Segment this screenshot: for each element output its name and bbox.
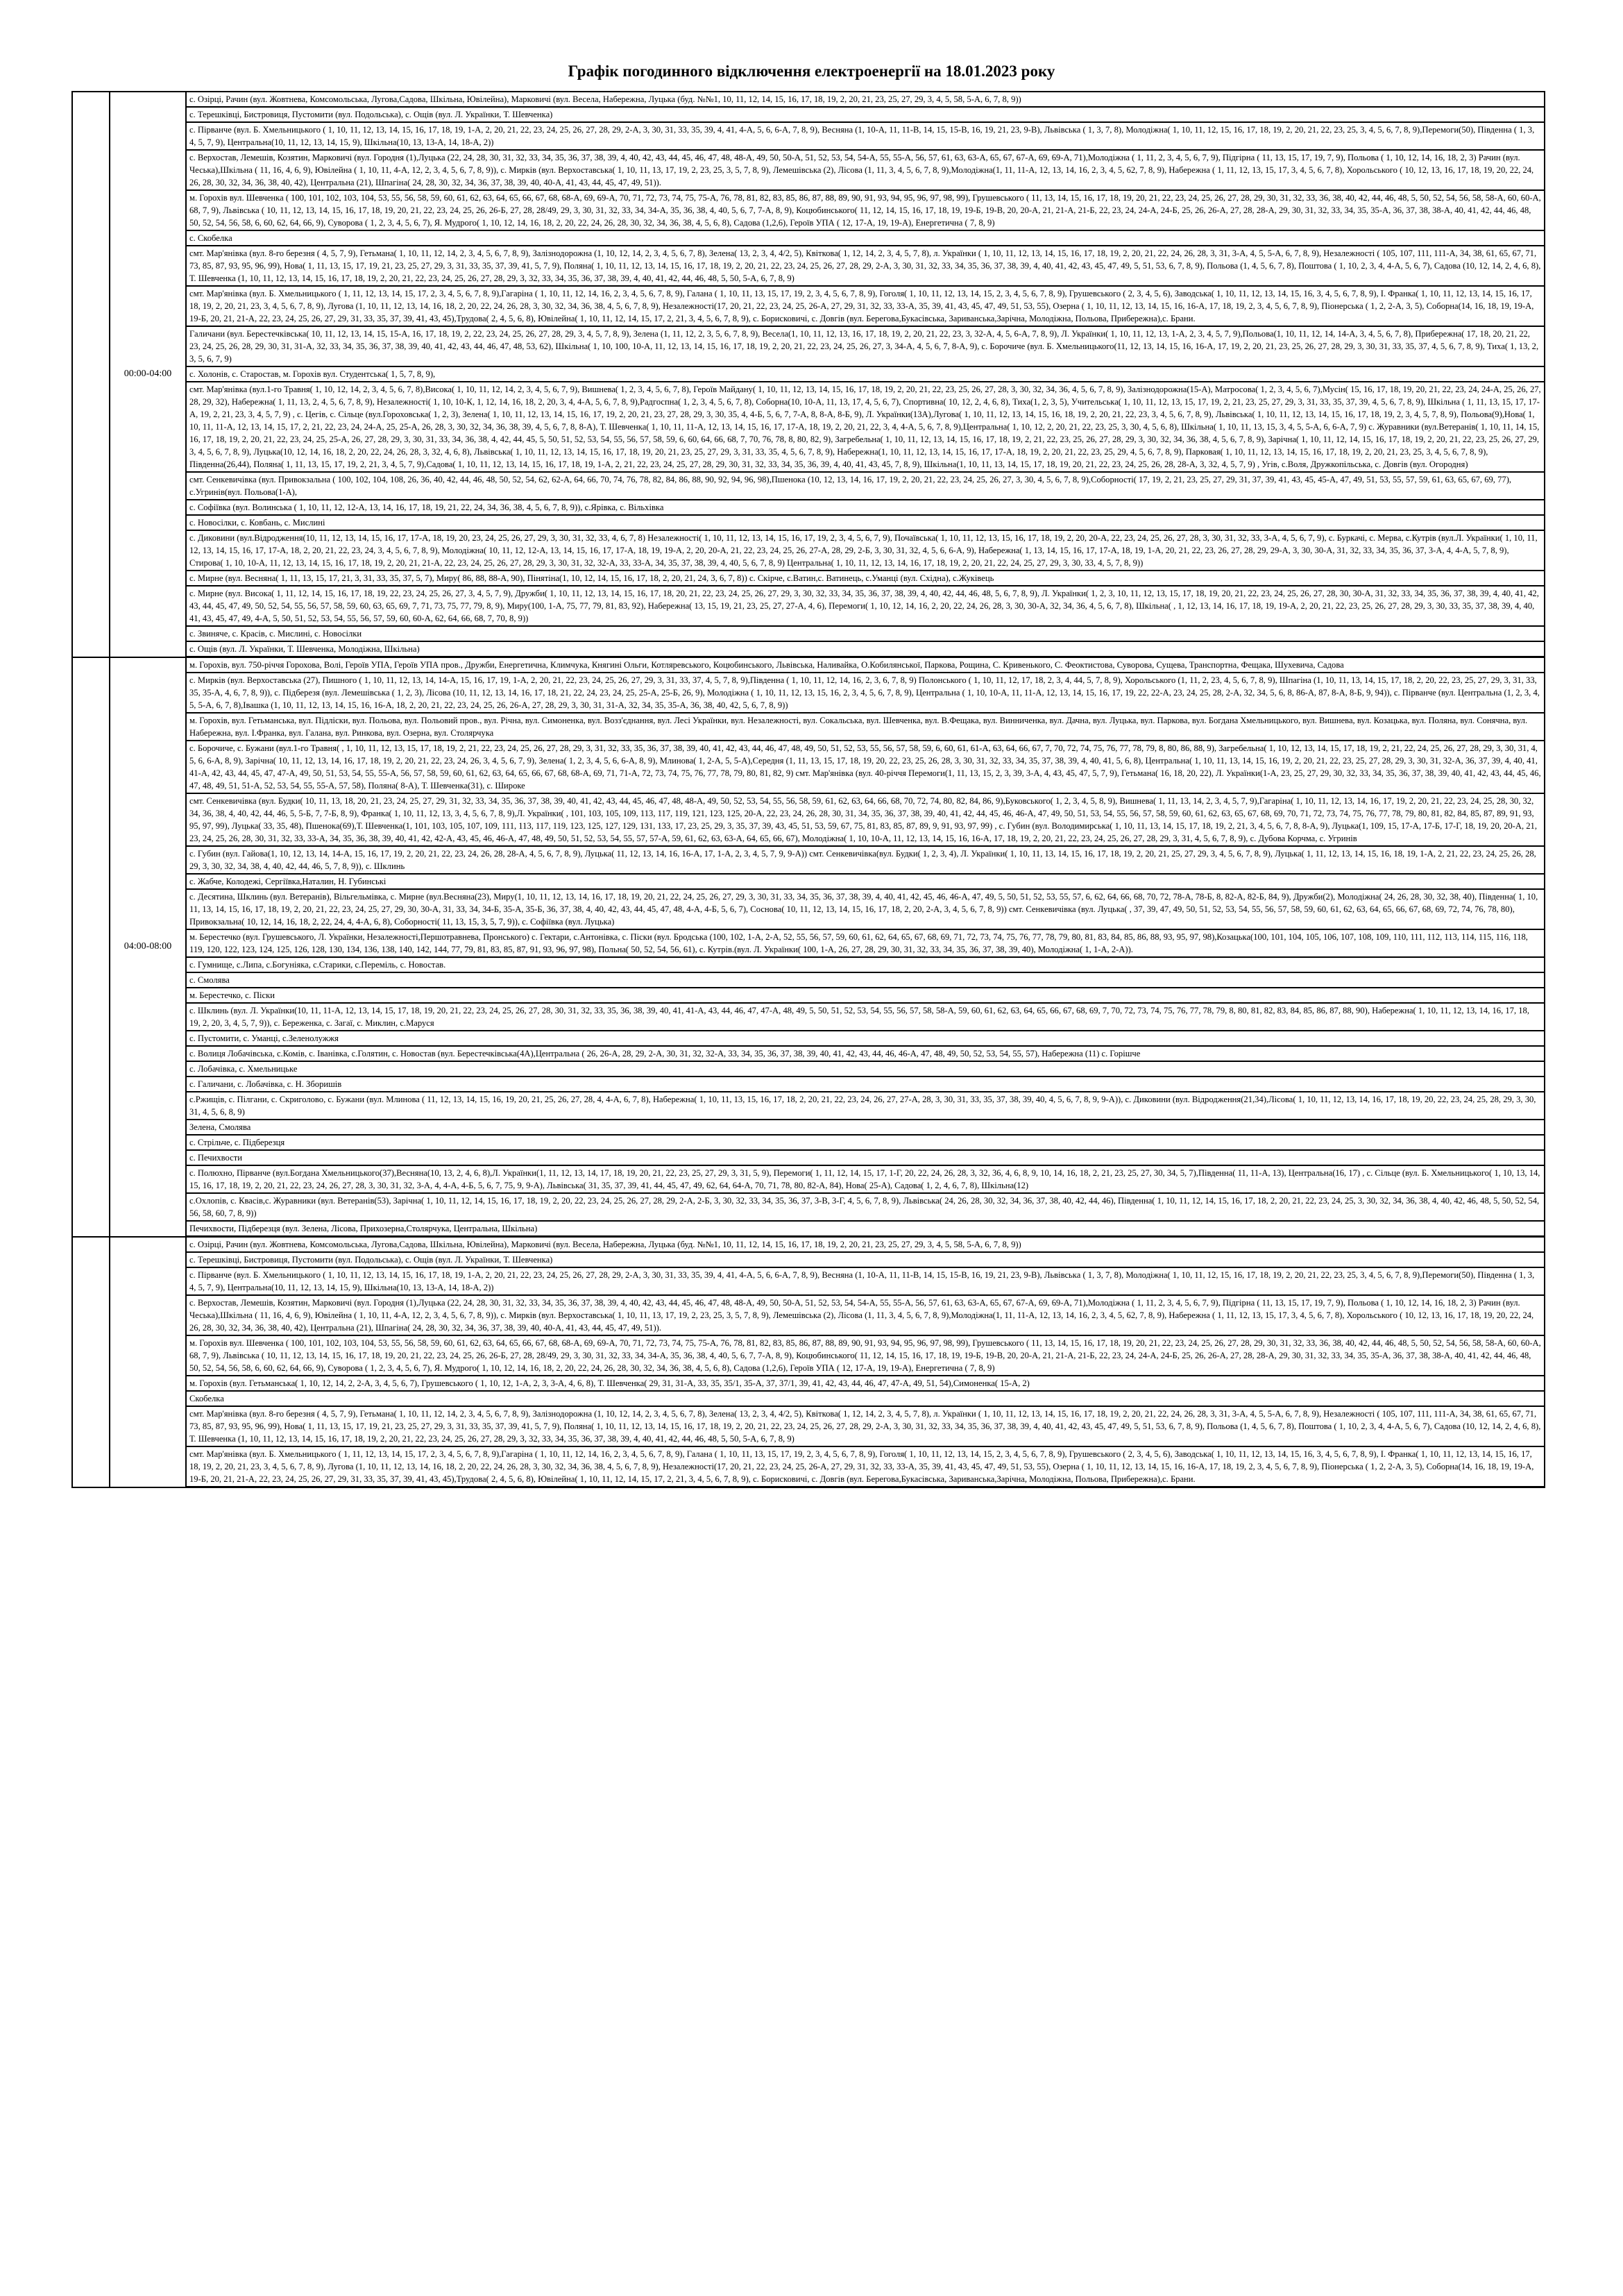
group-cell	[72, 657, 110, 1237]
schedule-row	[72, 1031, 1545, 1046]
schedule-row	[72, 846, 1545, 874]
address-list-cell: м. Горохів (вул. Гетьманська( 1, 10, 12, 14, 2, 2-А, 3, 4, 5, 6, 7), Грушевського ( 1, 10, 12, 1-А, 2, 3, 3-А, 4, 6, 8), Т. Шевченка( 29, 31, 31-А, 33, 35, 35/1, 35-А, 37, 37/1, 39, 41, 42, 43, 44, 46, 47, 47-А, 49, 51, 54),Симоненка( 15-А, 2)	[186, 1376, 1545, 1391]
address-list-cell: смт. Мар'янівка (вул. Б. Хмельницького ( 1, 11, 12, 13, 14, 15, 17, 2, 3, 4, 5, 6, 7, 8, 9),Гагаріна ( 1, 10, 11, 12, 14, 16, 2, 3, 4, 5, 6, 7, 8, 9), Галана ( 1, 10, 11, 13, 15, 17, 19, 2, 3, 4, 5, 6, 7, 8, 9), Гоголя( 1, 10, 11, 12, 13, 14, 15, 2, 3, 4, 5, 6, 7, 8, 9), Грушевського ( 2, 3, 4, 5, 6), Заводська( 1, 10, 11, 12, 13, 14, 15, 16, 3, 4, 5, 6, 7, 8, 9), І. Франка( 1, 10, 11, 12, 13, 14, 15, 16, 17, 18, 19, 2, 20, 21, 23, 3, 4, 5, 6, 7, 8, 9), Лугова (1, 10, 11, 12, 13, 14, 16, 18, 2, 20, 22, 24, 26, 28, 3, 30, 32, 34, 36, 38, 4, 5, 6, 7, 8, 9), Незалежності(17, 20, 21, 22, 23, 24, 25, 26-А, 27, 29, 31, 32, 33, 33-А, 35, 39, 41, 43, 45, 47, 49, 51, 53, 55), Озерна ( 1, 10, 11, 12, 13, 14, 15, 16, 16-А, 17, 18, 19, 2, 3, 4, 5, 6, 7, 8, 9), Піонерська ( 1, 2, 2-А, 3, 5), Соборна(14, 16, 18, 19, 19-А, 19-Б, 20, 21, 21-А, 22, 23, 24, 25, 26, 27, 29, 31, 33, 35, 37, 39, 41, 43, 45),Трудова( 2, 4, 5, 6, 8), Ювілейна( 1, 10, 11, 12, 14, 15, 17, 2, 21, 3, 4, 5, 6, 7, 8, 9), с. Борисковичі, с. Довгів (вул. Берегова,Букасівська, Зариванська,Зарічна, Молодіжна, Польова, Прибережна),с. Брани.	[186, 1446, 1545, 1487]
schedule-row	[72, 326, 1545, 366]
address-list-cell: с. Новосілки, с. Ковбань, с. Мислині	[186, 515, 1545, 530]
address-list-cell: с. Озірці, Рачин (вул. Жовтнева, Комсомольська, Лугова,Садова, Шкільна, Ювілейна), Марковичі (вул. Весела, Набережна, Луцька (буд. №№1, 10, 11, 12, 14, 15, 16, 17, 18, 19, 2, 20, 21, 23, 25, 27, 29, 3, 4, 5, 58, 5-А, 6, 7, 8, 9))	[186, 1237, 1545, 1253]
address-list-cell: с. Мирне (вул. Весняна( 1, 11, 13, 15, 17, 21, 3, 31, 33, 35, 37, 5, 7), Миру( 86, 88, 88-А, 90), Пінятіна(1, 10, 12, 14, 15, 16, 17, 18, 2, 20, 21, 24, 3, 6, 7, 8)) с. Скірче, с.Ватин,с. Ватинець, с.Уманці (вул. Східна), с.Жуківець	[186, 571, 1545, 586]
address-list-cell: с. Терешківці, Бистровиця, Пустомити (вул. Подольська), с. Ощів (вул. Л. Українки, Т. Шевченка)	[186, 1252, 1545, 1267]
address-list-cell: с. Мирків (вул. Верхоставська (27), Пишного ( 1, 10, 11, 12, 13, 14, 14-А, 15, 16, 17, 19, 1-А, 2, 20, 21, 22, 23, 24, 25, 26, 27, 29, 3, 31, 33, 37, 4, 5, 7, 8, 9),Південна ( 1, 10, 11, 12, 14, 16, 2, 3, 6, 7, 8, 9) Полонського ( 1, 10, 11, 12, 17, 18, 2, 3, 4, 44, 5, 7, 8, 9), Хорольського (1, 11, 2, 23, 4, 5, 6, 7, 8, 9), Шпагіна (1, 10, 11, 13, 14, 15, 17, 18, 2, 20, 22, 23, 25, 27, 29, 3, 31, 33, 35, 35-А, 4, 6, 7, 8, 9)), с. Підберезя (вул. Лемешівська ( 1, 2, 3), Лісова (10, 11, 12, 13, 14, 16, 17, 18, 21, 22, 24, 23, 24, 25, 25-А, 25-Б, 26, 9), Молодіжна ( 1, 10, 11, 12, 13, 15, 16, 2, 3, 4, 5, 6, 7, 8, 9), Центральна ( 1, 10, 10-А, 11, 11-А, 12, 13, 14, 15, 16, 17, 19, 22, 22-А, 23, 24, 25, 28, 2-А, 32, 34, 5, 6, 8, 86-А, 87, 8-А, 8-Б, 9, 94)), с. Пірванче (вул. Центральна (1, 2, 3, 4, 5, 5-А, 6, 7, 8),Івашка (1, 10, 11, 12, 13, 14, 15, 16, 16-А, 18, 2, 20, 21, 22, 23, 24, 25, 26, 26-А, 27, 28, 29, 3, 30, 31, 31-А, 32, 34, 35, 35-А, 36, 38, 40, 42, 5, 6, 7, 8, 9))	[186, 673, 1545, 713]
address-list-cell: с. Звиняче, с. Красів, с. Мислині, с. Новосілки	[186, 626, 1545, 641]
schedule-row	[72, 515, 1545, 530]
schedule-row	[72, 1446, 1545, 1487]
address-list-cell: м. Горохів вул. Шевченка ( 100, 101, 102, 103, 104, 53, 55, 56, 58, 59, 60, 61, 62, 63, 64, 65, 66, 67, 68, 68-А, 69, 69-А, 70, 71, 72, 73, 74, 75, 75-А, 76, 78, 81, 82, 83, 85, 86, 87, 88, 89, 90, 91, 93, 94, 95, 96, 97, 98, 99), Грушевського ( 11, 13, 14, 15, 16, 17, 18, 19, 20, 21, 22, 23, 24, 25, 26, 27, 28, 29, 30, 31, 32, 33, 36, 38, 40, 42, 44, 46, 48, 5, 50, 52, 54, 56, 58, 58-А, 60, 60-А, 68, 7, 9), Львівська ( 10, 11, 12, 13, 14, 15, 16, 17, 18, 19, 20, 21, 22, 23, 24, 25, 26, 26-Б, 27, 28, 28/49, 29, 3, 30, 31, 32, 33, 34, 34-А, 35, 36, 38, 4, 40, 5, 6, 7, 7-А, 8, 9), Коцюбинського( 11, 12, 14, 15, 16, 17, 18, 19, 19-Б, 19-В, 20, 20-А, 21, 21-А, 21-Б, 22, 23, 24, 24-А, 24-Б, 25, 26, 26-А, 27, 28, 28-А, 29, 30, 31, 32, 33, 34, 35, 35-А, 36, 37, 38, 38-А, 40, 41, 42, 44, 46, 48, 50, 52, 54, 56, 58, 6, 60, 62, 64, 66, 9), Суворова ( 1, 2, 3, 4, 5, 6, 7), Я. Мудрого( 1, 10, 12, 14, 16, 18, 2, 20, 22, 24, 26, 28, 30, 32, 34, 36, 38, 4, 5, 6, 8), Садова (1,2,6), Героїв УПА ( 12, 17-А, 19, 19-А), Енергетична ( 7, 8, 9)	[186, 1335, 1545, 1376]
address-list-cell: смт. Сенкевичівка (вул. Привокзальна ( 100, 102, 104, 108, 26, 36, 40, 42, 44, 46, 48, 50, 52, 54, 62, 62-А, 64, 66, 70, 74, 76, 78, 82, 84, 86, 88, 90, 92, 94, 96, 98),Пшенока (10, 12, 13, 14, 16, 17, 19, 2, 20, 21, 22, 23, 24, 25, 26, 27, 3, 30, 4, 5, 6, 7, 8, 9),Соборності( 17, 19, 2, 21, 23, 25, 27, 29, 31, 37, 39, 41, 43, 45, 45-А, 47, 49, 51, 53, 55, 57, 59, 61, 63, 65, 67, 69, 77), с.Угринів(вул. Польова(1-А),	[186, 472, 1545, 500]
address-list-cell: Скобелка	[186, 1391, 1545, 1406]
time-slot-cell: 00:00-04:00	[110, 92, 186, 657]
address-list-cell: м. Горохів, вул. Гетьманська, вул. Підліски, вул. Польова, вул. Польовий пров., вул. Річна, вул. Симоненка, вул. Возз'єднання, вул. Лесі Українки, вул. Незалежності, вул. Сокальська, вул. Шевченка, вул. В.Фещака, вул. Винниченка, вул. Дачна, вул. Луцька, вул. Паркова, вул. Богдана Хмельницького, вул. Вишнева, вул. Козацька, вул. Поляна, вул. Сонячна, вул. Набережна, вул. І.Франка, вул. Галана, вул. Ринкова, вул. Озерна, вул. Столярчука	[186, 713, 1545, 741]
address-list-cell: смт. Мар'янівка (вул. 8-го березня ( 4, 5, 7, 9), Гетьмана( 1, 10, 11, 12, 14, 2, 3, 4, 5, 6, 7, 8, 9), Залізнодорожна (1, 10, 12, 14, 2, 3, 4, 5, 6, 7, 8), Зелена( 13, 2, 3, 4, 4/2, 5), Квіткова( 1, 12, 14, 2, 3, 4, 5, 7, 8), л. Українки ( 1, 10, 11, 12, 13, 14, 15, 16, 17, 18, 19, 2, 20, 21, 22, 24, 26, 28, 3, 31, 3-А, 4, 5, 5-А, 6, 7, 8, 9), Незалежності ( 105, 107, 111, 111-А, 34, 38, 61, 65, 67, 71, 73, 85, 87, 93, 95, 96, 99), Нова( 1, 11, 13, 15, 17, 19, 21, 23, 25, 27, 29, 3, 31, 33, 35, 37, 39, 41, 5, 7, 9), Поляна( 1, 10, 11, 12, 13, 14, 15, 16, 17, 18, 19, 2, 20, 21, 22, 23, 24, 25, 26, 27, 28, 29, 2-А, 3, 30, 31, 32, 33, 34, 35, 36, 37, 38, 39, 4, 40, 41, 42, 43, 45, 47, 49, 5, 51, 53, 6, 7, 8, 9), Польова (1, 4, 5, 6, 7, 8), Поштова ( 1, 10, 2, 3, 4, 4-А, 5, 6, 7), Садова (10, 12, 14, 2, 4, 6, 8), Т. Шевченка (1, 10, 11, 12, 13, 14, 15, 16, 17, 18, 19, 2, 20, 21, 22, 23, 24, 25, 26, 27, 28, 29, 3, 32, 33, 34, 35, 36, 37, 38, 39, 4, 40, 41, 42, 44, 46, 48, 5, 50, 5-А, 6, 7, 8, 9)	[186, 246, 1545, 286]
address-list-cell: с. Софіївка (вул. Волинська ( 1, 10, 11, 12, 12-А, 13, 14, 16, 17, 18, 19, 21, 22, 24, 34, 36, 38, 4, 5, 6, 7, 8, 9)), с.Ярівка, с. Вільхівка	[186, 500, 1545, 515]
address-list-cell: с. Волиця Лобачівська, с.Комів, с. Іванівка, с.Голятин, с. Новостав (вул. Берестечківська(4А),Центральна ( 26, 26-А, 28, 29, 2-А, 30, 31, 32, 32-А, 33, 34, 35, 36, 37, 38, 39, 40, 41, 42, 43, 44, 46, 46-А, 47, 48, 49, 50, 52, 53, 54, 55, 57), Набережна (11) с. Горішче	[186, 1046, 1545, 1061]
schedule-row	[72, 286, 1545, 326]
schedule-row	[72, 190, 1545, 230]
address-list-cell: с. Полюхно, Пірванче (вул.Богдана Хмельницького(37),Весняна(10, 13, 2, 4, 6, 8),Л. Українки(1, 11, 12, 13, 14, 17, 18, 19, 20, 21, 22, 23, 25, 27, 29, 3, 31, 5, 9), Перемоги( 1, 11, 12, 14, 15, 17, 1-Г, 20, 22, 24, 26, 28, 3, 32, 36, 4, 6, 8, 9, 10, 14, 16, 18, 2, 21, 23, 25, 27, 30, 34, 5, 7),Південна( 11, 11-А, 13), Центральна(16, 17) , с. Сільце (вул. Б. Хмельницького( 1, 10, 13, 14, 15, 16, 17, 18, 19, 2, 20, 21, 22, 23, 24, 26, 27, 28, 3, 30, 31, 32, 3-А, 4, 4-А, 4-Б, 5, 6, 7, 75, 9, 9-А), Львівська( 31, 35, 37, 39, 41, 44, 45, 47, 49, 62, 64, 64-А, 70, 71, 78, 80, 82-А, 84), Нова( 25-А), Садова( 1, 2, 4, 6, 7, 8), Шкільна(12)	[186, 1165, 1545, 1193]
schedule-row	[72, 530, 1545, 571]
page-title: Графік погодинного відключення електроенергії на 18.01.2023 року	[568, 62, 1055, 80]
address-list-cell: м. Горохів, вул. 750-річчя Горохова, Волі, Героїв УПА, Героїв УПА пров., Дружби, Енергетична, Климчука, Княгині Ольги, Котляревського, Коцюбинського, Львівська, Наливайка, О.Кобилянської, Паркова, Рощина, С. Кривенького, С. Феоктистова, Суворова, Сущева, Транспортна, Фещака, Шухевича, Садова	[186, 657, 1545, 673]
schedule-row	[72, 366, 1545, 382]
address-list-cell: с. Ощів (вул. Л. Українки, Т. Шевченка, Молодіжна, Шкільна)	[186, 641, 1545, 657]
address-list-cell: с. Гумнище, с.Липа, с.Богуніяка, с.Старики, с.Переміль, с. Новостав.	[186, 957, 1545, 972]
address-list-cell: с. Мирне (вул. Висока( 1, 11, 12, 14, 15, 16, 17, 18, 19, 22, 23, 24, 25, 26, 27, 3, 4, 5, 7, 9), Дружби( 1, 10, 11, 12, 13, 14, 15, 16, 17, 18, 20, 21, 22, 23, 24, 25, 26, 27, 29, 3, 30, 32, 33, 34, 35, 36, 37, 38, 39, 4, 40, 42, 44, 46, 48, 5, 6, 7, 8, 9), Л. Українки( 1, 2, 3, 10, 11, 12, 13, 15, 17, 18, 19, 20, 21, 22, 23, 24, 25, 26, 27, 28, 30, 30-А, 31, 32, 33, 34, 35, 36, 37, 38, 39, 4, 40, 41, 42, 43, 44, 45, 47, 49, 50, 52, 54, 55, 56, 57, 58, 59, 60, 63, 65, 69, 7, 71, 73, 75, 77, 79, 8, 9), Миру(100, 1-А, 75, 77, 79, 81, 83, 92), Набережна( 13, 15, 19, 21, 23, 25, 27, 27-А, 4, 6), Перемоги( 1, 10, 12, 14, 16, 2, 20, 22, 24, 26, 28, 3, 30, 30-А, 32, 34, 36, 4, 5, 6, 7, 8), Шкільна( , 1, 12, 13, 14, 16, 17, 18, 19, 19-А, 2, 20, 21, 22, 23, 25, 26, 27, 28, 29, 3, 30, 33, 35, 37, 38, 39, 4, 40, 41, 43, 45, 47, 49, 4-А, 5, 50, 51, 52, 53, 54, 55, 56, 57, 59, 60, 60-А, 62, 64, 66, 68, 7, 70, 8, 9))	[186, 586, 1545, 626]
address-list-cell: смт. Мар'янівка (вул. 8-го березня ( 4, 5, 7, 9), Гетьмана( 1, 10, 11, 12, 14, 2, 3, 4, 5, 6, 7, 8, 9), Залізнодорожна (1, 10, 12, 14, 2, 3, 4, 5, 6, 7, 8), Зелена( 13, 2, 3, 4, 4/2, 5), Квіткова( 1, 12, 14, 2, 3, 4, 5, 7, 8), л. Українки ( 1, 10, 11, 12, 13, 14, 15, 16, 17, 18, 19, 2, 20, 21, 22, 24, 26, 28, 3, 31, 3-А, 4, 5, 5-А, 6, 7, 8, 9), Незалежності ( 105, 107, 111, 111-А, 34, 38, 61, 65, 67, 71, 73, 85, 87, 93, 95, 96, 99), Нова( 1, 11, 13, 15, 17, 19, 21, 23, 25, 27, 29, 3, 31, 33, 35, 37, 39, 41, 5, 7, 9), Поляна( 1, 10, 11, 12, 13, 14, 15, 16, 17, 18, 19, 2, 20, 21, 22, 23, 24, 25, 26, 27, 28, 29, 2-А, 3, 30, 31, 32, 33, 34, 35, 36, 37, 38, 39, 4, 40, 41, 42, 43, 45, 47, 49, 5, 51, 53, 6, 7, 8, 9), Польова (1, 4, 5, 6, 7, 8), Поштова ( 1, 10, 2, 3, 4, 4-А, 5, 6, 7), Садова (10, 12, 14, 2, 4, 6, 8), Т. Шевченка (1, 10, 11, 12, 13, 14, 15, 16, 17, 18, 19, 2, 20, 21, 22, 23, 24, 25, 26, 27, 28, 29, 3, 32, 33, 34, 35, 36, 37, 38, 39, 4, 40, 41, 42, 44, 46, 48, 5, 50, 5-А, 6, 7, 8, 9)	[186, 1406, 1545, 1446]
schedule-row	[72, 1335, 1545, 1376]
address-list-cell: смт. Мар'янівка (вул.1-го Травня( 1, 10, 12, 14, 2, 3, 4, 5, 6, 7, 8),Висока( 1, 10, 11, 12, 14, 2, 3, 4, 5, 6, 7, 9), Вишнева( 1, 2, 3, 4, 5, 6, 7, 8), Героїв Майдану( 1, 10, 11, 12, 13, 14, 15, 16, 17, 18, 19, 2, 20, 21, 22, 23, 25, 26, 27, 28, 3, 30, 32, 34, 36, 4, 5, 6, 7, 8, 9), Залізнодорожна(15-А), Матросова( 1, 2, 3, 4, 5, 6, 7),Мусін( 15, 16, 17, 18, 19, 20, 21, 22, 23, 24, 24-А, 25, 26, 27, 28, 29, 32), Набережна( 1, 11, 13, 2, 4, 5, 6, 7, 8, 9), Незалежності( 1, 10, 10-К, 1, 12, 14, 16, 18, 2, 20, 3, 4, 4-А, 5, 6, 7, 8, 9),Радгоспна( 1, 2, 3, 4, 5, 6, 7, 8), Соборна(10, 10-А, 11, 13, 17, 4, 5, 6, 7), Спортивна( 10, 12, 2, 4, 6, 8), Тиха(1, 2, 3, 5), Учительська( 1, 10, 11, 12, 13, 15, 17, 19, 2, 21, 23, 25, 27, 29, 3, 31, 33, 35, 37, 39, 4, 5, 6, 7, 8, 9), Шкільна ( 1, 11, 13, 15, 17, 17-А, 19, 2, 21, 23, 3, 4, 5, 7, 9) , с. Цегів, с. Сільце (вул.Гороховська( 1, 2, 3), Зелена( 1, 10, 11, 12, 13, 14, 15, 16, 17, 19, 2, 20, 21, 23, 27, 28, 29, 3, 30, 35, 4, 4-Б, 5, 6, 7, 7-А, 8, 8-А, 8-Б, 9), Л. Українки(13А),Лугова( 1, 10, 11, 12, 13, 14, 15, 16, 18, 19, 2, 20, 21, 22, 23, 3, 4, 5, 6, 7, 8, 9), Львівська( 1, 10, 11, 12, 13, 14, 15, 16, 17, 18, 19, 2, 3, 4, 5, 7, 8, 9), Польова(9),Нова( 1, 10, 11, 11-А, 12, 13, 14, 15, 17, 2, 21, 22, 23, 24, 24-А, 25, 25-А, 26, 28, 3, 30, 32, 34, 36, 38, 39, 4, 5, 6, 7, 8, 8-А), Т. Шевченка( 1, 10, 11, 11-А, 12, 13, 14, 15, 16, 17, 17-А, 18, 19, 2, 20, 21, 22, 3, 4, 4-А, 5, 6, 7, 8, 9),Центральна( 1, 10, 12, 2, 20, 21, 22, 23, 25, 3, 30, 4, 5, 6, 8), Шкільна( 1, 10, 11, 13, 15, 3, 4, 5, 5-А, 6, 6-А, 7, 9) с. Журавники (вул.Ветеранів( 1, 10, 11, 14, 15, 16, 17, 18, 19, 2, 20, 21, 22, 23, 24, 25, 25-А, 26, 27, 28, 29, 3, 30, 31, 33, 34, 36, 38, 4, 42, 44, 45, 5, 50, 51, 52, 53, 54, 55, 56, 57, 58, 59, 6, 60, 64, 66, 68, 7, 70, 76, 78, 8, 80, 82, 9), Загребельна( 1, 10, 11, 12, 13, 14, 15, 16, 17, 18, 19, 2, 21, 22, 23, 25, 26, 27, 28, 29, 3, 30, 32, 34, 36, 38, 4, 5, 6, 7, 8, 9), Зарічна( 1, 10, 11, 12, 14, 15, 16, 17, 18, 19, 2, 20, 21, 22, 23, 25, 26, 27, 29, 3, 4, 5, 6, 7, 8, 9), Луцька(10, 12, 14, 16, 18, 2, 20, 22, 24, 26, 28, 3, 32, 4, 6, 8), Львівська( 1, 10, 11, 12, 13, 14, 15, 16, 17, 18, 19, 20, 21, 23, 25, 27, 29, 3, 31, 33, 35, 4, 5, 6, 7, 8, 9), Набережна(1, 10, 11, 12, 13, 14, 15, 16, 17, 17-А, 18, 19, 2, 20, 21, 22, 23, 25, 29, 4, 5, 6, 7, 8, 9), Парковая( 1, 10, 11, 12, 13, 14, 15, 16, 17, 18, 19, 2, 20, 21, 23, 25, 3, 4, 5, 6, 7, 8, 9), Південна(26,44), Поляна( 1, 11, 13, 15, 17, 19, 2, 21, 3, 4, 5, 7, 9),Садова( 1, 10, 11, 12, 13, 14, 15, 16, 17, 18, 19, 1-А, 2, 21, 22, 23, 24, 25, 27, 28, 29, 30, 31, 32, 33, 34, 35, 36, 39, 4, 40, 41, 43, 45, 7, 8, 9), Шкільна(1, 10, 11, 13, 14, 15, 17, 18, 19, 20, 21, 22, 23, 24, 25, 26, 28, 28-А, 3, 32, 4, 5, 7, 9) , Угів, с.Воля, Дружкопільська, с. Довгів (вул. Огородня)	[186, 382, 1545, 472]
address-list-cell: смт. Сенкевичівка (вул. Будки( 10, 11, 13, 18, 20, 21, 23, 24, 25, 27, 29, 31, 32, 33, 34, 35, 36, 37, 38, 39, 40, 41, 42, 43, 44, 45, 46, 47, 48, 48-А, 49, 50, 52, 53, 54, 55, 56, 58, 59, 61, 62, 63, 64, 66, 68, 70, 72, 74, 80, 82, 84, 86, 9),Буковського( 1, 2, 3, 4, 5, 8, 9), Вишнева( 1, 11, 13, 14, 2, 3, 4, 5, 7, 9),Гагаріна( 1, 10, 11, 12, 13, 14, 16, 17, 19, 2, 20, 21, 22, 23, 24, 25, 28, 30, 32, 34, 36, 38, 4, 40, 42, 44, 46, 5, 5-Б, 7, 7-Б, 8, 9), Франка( 1, 10, 11, 12, 13, 3, 4, 5, 6, 7, 8, 9),Л. Українки( , 101, 103, 105, 109, 113, 117, 119, 121, 123, 125, 20-А, 22, 23, 24, 26, 28, 30, 31, 34, 35, 36, 37, 38, 39, 40, 41, 42, 44, 45, 46, 46-А, 47, 49, 50, 51, 53, 54, 55, 56, 57, 58, 59, 60, 61, 62, 63, 65, 67, 68, 69, 70, 71, 72, 73, 74, 75, 76, 77, 78, 79, 80, 81, 82, 84, 85, 87, 89, 91, 93, 95, 97, 99), Луцька( 33, 35, 48), Пшенока(69),Т. Шевченка(1, 101, 103, 105, 107, 109, 111, 113, 117, 119, 123, 125, 127, 129, 131, 133, 17, 23, 25, 29, 3, 35, 37, 39, 43, 45, 51, 53, 59, 67, 75, 81, 83, 85, 87, 89, 9, 91, 93, 97, 99) , с. Губин (вул. Володимирська( 1, 10, 11, 13, 14, 15, 17, 18, 19, 2, 21, 3, 4, 5, 6, 7, 8, 8-А, 9), Луцька(1, 109, 15, 17-А, 17-Б, 17-Г, 18, 19, 20, 20-А, 21, 23, 24, 25, 26, 28, 30, 31, 32, 33, 33-А, 34, 35, 36, 38, 39, 40, 41, 42, 42-А, 43, 45, 46, 46-А, 47, 48, 49, 50, 51, 52, 53, 54, 55, 57, 57-А, 59, 61, 62, 63, 63-А, 64, 65, 66, 67), Молодіжна( 1, 10, 10-А, 11, 12, 13, 14, 15, 16, 16-А, 17, 18, 19, 2, 20, 21, 22, 23, 24, 25, 26, 27, 28, 29, 3, 31, 4, 5, 6, 7, 8, 9), с. Дубова Корчма, с. Угринів	[186, 793, 1545, 846]
schedule-row	[72, 92, 1545, 107]
address-list-cell: Печихвости, Підберезця (вул. Зелена, Лісова, Прихозерна,Столярчука, Центральна, Шкільна)	[186, 1221, 1545, 1237]
schedule-row	[72, 107, 1545, 122]
schedule-row	[72, 1135, 1545, 1150]
address-list-cell: с. Жабче, Колодежі, Сергіївка,Наталин, Н. Губинські	[186, 874, 1545, 889]
address-list-cell: с. Пірванче (вул. Б. Хмельницького ( 1, 10, 11, 12, 13, 14, 15, 16, 17, 18, 19, 1-А, 2, 20, 21, 22, 23, 24, 25, 26, 27, 28, 29, 2-А, 3, 30, 31, 33, 35, 39, 4, 41, 4-А, 5, 6, 6-А, 7, 8, 9), Весняна (1, 10-А, 11, 11-В, 14, 15, 15-В, 16, 19, 21, 23, 9-В), Львівська ( 1, 3, 7, 8), Молодіжна( 1, 10, 11, 12, 15, 16, 17, 18, 19, 2, 20, 21, 22, 23, 25, 3, 4, 5, 6, 7, 8, 9),Перемоги(50), Південна ( 1, 3, 4, 5, 7, 9), Центральна(10, 11, 12, 13, 14, 15, 9), Шкільна(10, 13, 13-А, 14, 18-А, 2))	[186, 1267, 1545, 1295]
schedule-row	[72, 641, 1545, 657]
schedule-row	[72, 713, 1545, 741]
schedule-row	[72, 957, 1545, 972]
schedule-row	[72, 741, 1545, 793]
schedule-row	[72, 626, 1545, 641]
schedule-row	[72, 1193, 1545, 1221]
address-list-cell: с. Терешківці, Бистровиця, Пустомити (вул. Подольська), с. Ощів (вул. Л. Українки, Т. Шевченка)	[186, 107, 1545, 122]
address-list-cell: с. Пустомити, с. Уманці, с.Зеленолужжя	[186, 1031, 1545, 1046]
address-list-cell: с. Озірці, Рачин (вул. Жовтнева, Комсомольська, Лугова,Садова, Шкільна, Ювілейна), Марковичі (вул. Весела, Набережна, Луцька (буд. №№1, 10, 11, 12, 14, 15, 16, 17, 18, 19, 2, 20, 21, 23, 25, 27, 29, 3, 4, 5, 58, 5-А, 6, 7, 8, 9))	[186, 92, 1545, 107]
schedule-row	[72, 929, 1545, 957]
schedule-row	[72, 246, 1545, 286]
address-list-cell: с. Губин (вул. Гайова(1, 10, 12, 13, 14, 14-А, 15, 16, 17, 19, 2, 20, 21, 22, 23, 24, 26, 28, 28-А, 4, 5, 6, 7, 8, 9), Луцька( 11, 12, 13, 14, 16, 16-А, 17, 1-А, 2, 3, 4, 5, 7, 9, 9-А)) смт. Сенкевичівка(вул. Будки( 1, 2, 3, 4), Л. Українки( 1, 10, 11, 13, 14, 15, 16, 17, 18, 19, 2, 20, 21, 25, 27, 29, 3, 4, 5, 6, 7, 8, 9), Луцька( 1, 11, 12, 13, 14, 15, 16, 18, 19, 1-А, 2, 21, 22, 23, 24, 25, 26, 28, 29, 3, 30, 32, 34, 38, 4, 40, 42, 44, 46, 5, 7, 8, 9)), с. Шклинь	[186, 846, 1545, 874]
address-list-cell: с. Десятина, Шклинь (вул. Ветеранів), Вільгельмівка, с. Мирне (вул.Весняна(23), Миру(1, 10, 11, 12, 13, 14, 16, 17, 18, 19, 20, 21, 22, 24, 25, 26, 27, 29, 3, 30, 31, 33, 34, 35, 36, 37, 38, 39, 4, 40, 41, 42, 45, 46, 46-А, 47, 49, 5, 50, 51, 52, 53, 55, 57, 6, 62, 64, 66, 68, 70, 72, 78-А, 78-Б, 8, 82-А, 82-Б, 84, 9), Дружби(2), Молодіжна( 24, 26, 28, 30, 32, 38, 40), Південна( 1, 10, 11, 13, 14, 15, 16, 17, 18, 19, 2, 20, 21, 22, 23, 24, 25, 27, 29, 30, 30-А, 31, 33, 34, 34-Б, 35-А, 35-Б, 36, 37, 38, 4, 40, 42, 43, 44, 45, 47, 48, 4-А, 4-Б, 5, 6, 7), Соснова( 10, 11, 12, 13, 14, 15, 16, 17, 18, 2, 20, 2-А, 3, 4, 5, 6, 7, 8, 9)) смт. Сенкевичівка (вул. Луцька( , 37, 39, 47, 49, 50, 51, 52, 53, 54, 55, 56, 57, 58, 59, 60, 61, 62, 63, 64, 65, 66, 67, 68, 69, 72, 74, 76, 78, 80), Привокзальна( 10, 12, 14, 16, 18, 2, 22, 24, 4, 4-А, 6, 8), Соборності( 11, 13, 15, 3, 5, 7, 9)), с. Софіївка (вул. Луцька)	[186, 889, 1545, 929]
schedule-row	[72, 586, 1545, 626]
schedule-row	[72, 1295, 1545, 1335]
schedule-row	[72, 1092, 1545, 1120]
schedule-row	[72, 1077, 1545, 1092]
address-list-cell: с. Смолява	[186, 972, 1545, 988]
schedule-row	[72, 657, 1545, 673]
address-list-cell: с. Скобелка	[186, 230, 1545, 246]
address-list-cell: с. Пірванче (вул. Б. Хмельницького ( 1, 10, 11, 12, 13, 14, 15, 16, 17, 18, 19, 1-А, 2, 20, 21, 22, 23, 24, 25, 26, 27, 28, 29, 2-А, 3, 30, 31, 33, 35, 39, 4, 41, 4-А, 5, 6, 6-А, 7, 8, 9), Весняна (1, 10-А, 11, 11-В, 14, 15, 15-В, 16, 19, 21, 23, 9-В), Львівська ( 1, 3, 7, 8), Молодіжна( 1, 10, 11, 12, 15, 16, 17, 18, 19, 2, 20, 21, 22, 23, 25, 3, 4, 5, 6, 7, 8, 9),Перемоги(50), Південна ( 1, 3, 4, 5, 7, 9), Центральна(10, 11, 12, 13, 14, 15, 9), Шкільна(10, 13, 13-А, 14, 18-А, 2))	[186, 122, 1545, 150]
schedule-row	[72, 571, 1545, 586]
address-list-cell: с. Диковини (вул.Відродження(10, 11, 12, 13, 14, 15, 16, 17, 17-А, 18, 19, 20, 23, 24, 25, 26, 27, 29, 3, 30, 31, 32, 33, 4, 6, 7, 8) Незалежності( 1, 10, 11, 12, 13, 14, 15, 16, 17, 19, 2, 3, 4, 5, 6, 7, 9), Почаївська( 1, 10, 11, 12, 13, 15, 16, 17, 18, 19, 2, 20, 20-А, 22, 23, 24, 25, 26, 27, 28, 3, 30, 31, 32, 33, 3-А, 4, 5, 6, 7, 9), с. Буркачі, с. Мерва, с.Кутрів (вул.Л. Українки( 1, 10, 11, 12, 13, 14, 15, 16, 17, 17-А, 18, 2, 20, 21, 22, 23, 24, 3, 4, 5, 6, 7, 8, 9), Молодіжна( 10, 11, 12, 12-А, 13, 14, 15, 16, 17, 17-А, 18, 19, 19-А, 2, 20, 20-А, 21, 22, 23, 24, 25, 26, 27-А, 28, 29, 2-Б, 3, 30, 31, 32, 4, 5, 6, 6-А, 9), Набережна( 1, 13, 14, 15, 16, 17, 17-А, 18, 19, 1-А, 20, 21, 22, 23, 26, 27, 28, 29, 29-А, 3, 30, 30-А, 31, 32, 33, 34, 35, 36, 37, 3-А, 4, 4-А, 5, 7, 8, 9), Стирова( 1, 10, 10-А, 11, 12, 13, 14, 15, 16, 17, 18, 19, 2, 20, 21, 21-А, 22, 23, 24, 25, 26, 27, 28, 29, 3, 30, 31, 32, 32-А, 33, 33-А, 34, 35, 37, 38, 39, 4, 40, 5, 6, 7, 8, 9) Центральна( 1, 10, 11, 12, 13, 14, 16, 17, 18, 19, 2, 20, 21, 22, 24, 25, 27, 29, 3, 30, 33, 4, 5, 7, 8, 9))	[186, 530, 1545, 571]
address-list-cell: с.Ржищів, с. Пілгани, с. Скриголово, с. Бужани (вул. Млинова ( 11, 12, 13, 14, 15, 16, 19, 20, 21, 25, 26, 27, 28, 4, 4-А, 6, 7, 8), Набережна( 1, 10, 11, 13, 15, 16, 17, 18, 2, 20, 21, 22, 23, 24, 26, 27, 27-А, 28, 3, 30, 31, 33, 35, 37, 38, 39, 40, 4, 5, 6, 7, 8, 9, 9-А)), с. Диковини (вул. Відродження(21,34),Лісова( 1, 10, 11, 12, 13, 14, 16, 17, 18, 19, 20, 22, 23, 24, 25, 28, 29, 3, 30, 31, 4, 5, 6, 8, 9)	[186, 1092, 1545, 1120]
schedule-row	[72, 1165, 1545, 1193]
address-list-cell: с.Охлопів, с. Квасів,с. Журавники (вул. Ветеранів(53), Зарічна( 1, 10, 11, 12, 14, 15, 16, 17, 18, 19, 2, 20, 22, 23, 24, 25, 26, 27, 28, 29, 2-А, 2-Б, 3, 30, 32, 33, 34, 35, 36, 37, 3-В, 3-Г, 4, 5, 6, 7, 8, 9), Львівська( 24, 26, 28, 30, 32, 34, 36, 37, 38, 40, 42, 44, 46), Південна( 1, 10, 11, 12, 14, 15, 16, 17, 18, 2, 20, 21, 22, 23, 24, 25, 3, 30, 32, 34, 36, 38, 4, 40, 42, 46, 48, 5, 50, 52, 54, 56, 58, 60, 7, 8, 9))	[186, 1193, 1545, 1221]
schedule-row	[72, 1120, 1545, 1135]
address-list-cell: с. Шклинь (вул. Л. Українки(10, 11, 11-А, 12, 13, 14, 15, 17, 18, 19, 20, 21, 22, 23, 24, 25, 26, 27, 28, 30, 31, 32, 33, 35, 36, 38, 39, 40, 41, 41-А, 43, 44, 46, 47, 47-А, 48, 49, 5, 50, 51, 52, 53, 54, 55, 56, 57, 58, 58-А, 59, 60, 61, 62, 63, 64, 65, 66, 67, 68, 69, 7, 70, 72, 73, 74, 75, 76, 77, 78, 79, 8, 80, 81, 82, 83, 84, 85, 86, 87, 88, 90), Набережна( 1, 10, 11, 12, 13, 14, 16, 17, 18, 19, 2, 20, 3, 4, 5, 7, 9)), с. Береженка, с. Загаї, с. Миклин, с.Маруся	[186, 1003, 1545, 1031]
address-list-cell: с. Стрільче, с. Підберезця	[186, 1135, 1545, 1150]
schedule-row	[72, 1003, 1545, 1031]
schedule-row	[72, 230, 1545, 246]
address-list-cell: с. Печихвости	[186, 1150, 1545, 1165]
schedule-row	[72, 1267, 1545, 1295]
schedule-row	[72, 382, 1545, 472]
address-list-cell: с. Холонів, с. Старостав, м. Горохів вул. Студентська( 1, 5, 7, 8, 9),	[186, 366, 1545, 382]
address-list-cell: с. Борочиче, с. Бужани (вул.1-го Травня( , 1, 10, 11, 12, 13, 15, 17, 18, 19, 2, 21, 22, 23, 24, 25, 26, 27, 28, 29, 3, 31, 32, 33, 35, 36, 37, 38, 39, 40, 41, 42, 43, 44, 46, 47, 48, 49, 50, 51, 52, 53, 55, 56, 57, 58, 59, 6, 60, 61, 61-А, 63, 64, 66, 67, 7, 70, 72, 74, 75, 76, 77, 78, 79, 8, 80, 86, 88, 9), Загребельна( 1, 10, 12, 13, 14, 15, 17, 18, 19, 2, 21, 22, 24, 25, 26, 27, 28, 29, 3, 30, 31, 4, 5, 6, 6-А, 8, 9), Зарічна( 10, 11, 12, 13, 14, 16, 17, 18, 19, 2, 20, 21, 22, 23, 24, 26, 3, 4, 5, 6, 7, 9), Зелена( 1, 2, 3, 4, 5, 6, 6-А, 8, 9), Млинова( 1, 2-А, 5, 5-А),Середня (1, 11, 13, 15, 17, 18, 19, 20, 22, 23, 25, 26, 28, 3, 30, 31, 32, 33, 34, 35, 37, 38, 39, 4, 40, 41, 5, 6, 8), Центральна( 1, 10, 11, 13, 14, 15, 16, 19, 2, 20, 21, 22, 23, 25, 27, 28, 29, 3, 30, 31, 32-А, 36, 37, 39, 4, 40, 41, 41-А, 42, 43, 44, 45, 47, 47-А, 49, 50, 51, 53, 54, 55, 55-А, 56, 57, 58, 59, 60, 61, 62, 63, 64, 65, 66, 67, 68, 68-А, 69, 71, 71-А, 72, 73, 74, 75, 76, 77, 78, 79, 80, 81, 82, 9) смт. Мар'янівка (вул. 40-річчя Перемоги(1, 11, 13, 15, 2, 3, 39, 3-А, 4, 43, 45, 47, 5, 7, 9), Гетьмана( 16, 18, 20, 22), Л. Українки(1-А, 23, 25, 27, 29, 30, 32, 33, 34, 35, 36, 37, 38, 39, 40, 41, 42, 43, 44, 45, 46, 47, 48, 49, 51, 51-А, 52, 53, 54, 55, 55-А, 57, 58), Поляна( 8-А), Т. Шевченка(31), с. Широке	[186, 741, 1545, 793]
schedule-row	[72, 1150, 1545, 1165]
address-list-cell: Галичани (вул. Берестечківська( 10, 11, 12, 13, 14, 15, 15-А, 16, 17, 18, 19, 2, 22, 23, 24, 25, 26, 27, 28, 29, 3, 4, 5, 7, 8, 9), Зелена (1, 11, 12, 2, 3, 5, 6, 7, 8, 9), Весела(1, 10, 11, 12, 13, 16, 17, 18, 19, 2, 20, 21, 22, 23, 3, 32-А, 4, 5, 6-А, 7, 8, 9), Л. Українки( 1, 10, 11, 12, 13, 1-А, 2, 3, 4, 5, 7, 9),Польова(1, 10, 11, 12, 14, 14-А, 3, 4, 5, 6, 7, 8), Прибережна( 17, 18, 20, 21, 22, 23, 24, 25, 26, 28, 29, 30, 31, 31-А, 32, 33, 34, 35, 36, 37, 38, 39, 40, 41, 42, 43, 44, 46, 47, 48, 53, 62), Шкільна( 1, 10, 100, 10-А, 11, 12, 13, 14, 15, 16, 17, 18, 19, 2, 20, 21, 22, 23, 24, 25, 26, 27, 3, 34-А, 4, 5, 6, 7, 8-А, 9), с. Борочиче (вул. Б. Хмельницького(11, 12, 13, 14, 15, 16, 16-А, 17, 19, 2, 20, 21, 23, 25, 26, 27, 28, 29, 3, 30, 31, 33, 35, 37, 4, 5, 6, 7, 8, 9), Тиха( 1, 13, 2, 3, 5, 6, 7, 9)	[186, 326, 1545, 366]
schedule-row	[72, 472, 1545, 500]
schedule-row	[72, 1391, 1545, 1406]
schedule-row	[72, 122, 1545, 150]
schedule-row	[72, 889, 1545, 929]
address-list-cell: с. Верхостав, Лемешів, Козятин, Марковичі (вул. Городня (1),Луцька (22, 24, 28, 30, 31, 32, 33, 34, 35, 36, 37, 38, 39, 4, 40, 42, 43, 44, 45, 46, 47, 48, 48-А, 49, 50, 50-А, 51, 52, 53, 54, 54-А, 55, 55-А, 56, 57, 61, 63, 63-А, 65, 67, 67-А, 69, 69-А, 71),Молодіжна ( 1, 11, 2, 3, 4, 5, 6, 7, 9), Підгірна ( 11, 13, 15, 17, 19, 7, 9), Польова ( 1, 10, 12, 14, 16, 18, 2, 3) Рачин (вул. Чеська),Шкільна ( 11, 16, 4, 6, 9), Ювілейна ( 1, 10, 11, 4-А, 12, 2, 3, 4, 5, 6, 7, 8, 9)), с. Мирків (вул. Верхоставська( 1, 10, 11, 13, 17, 19, 2, 23, 25, 3, 5, 7, 8, 9), Лемешівська (2), Лісова (1, 11, 3, 4, 5, 6, 7, 8, 9),Молодіжна(1, 11, 11-А, 12, 13, 14, 16, 2, 3, 4, 5, 62, 7, 8, 9), Набережна ( 1, 11, 12, 13, 15, 17, 3, 4, 5, 6, 7, 8), Хорольського ( 10, 12, 13, 16, 17, 18, 19, 20, 22, 24, 26, 28, 30, 32, 34, 36, 38, 40, 42), Центральна (21), Шпагіна( 24, 28, 30, 32, 34, 36, 37, 38, 39, 40, 40-А, 41, 43, 44, 45, 47, 49, 51)).	[186, 1295, 1545, 1335]
schedule-row	[72, 150, 1545, 190]
schedule-row	[72, 1221, 1545, 1237]
address-list-cell: м. Горохів вул. Шевченка ( 100, 101, 102, 103, 104, 53, 55, 56, 58, 59, 60, 61, 62, 63, 64, 65, 66, 67, 68, 68-А, 69, 69-А, 70, 71, 72, 73, 74, 75, 75-А, 76, 78, 81, 82, 83, 85, 86, 87, 88, 89, 90, 91, 93, 94, 95, 96, 97, 98, 99), Грушевського ( 11, 13, 14, 15, 16, 17, 18, 19, 20, 21, 22, 23, 24, 25, 26, 27, 28, 29, 30, 31, 32, 33, 36, 38, 40, 42, 44, 46, 48, 5, 50, 52, 54, 56, 58, 58-А, 60, 60-А, 68, 7, 9), Львівська ( 10, 11, 12, 13, 14, 15, 16, 17, 18, 19, 20, 21, 22, 23, 24, 25, 26, 26-Б, 27, 28, 28/49, 29, 3, 30, 31, 32, 33, 34, 34-А, 35, 36, 38, 4, 40, 5, 6, 7, 7-А, 8, 9), Коцюбинського( 11, 12, 14, 15, 16, 17, 18, 19, 19-Б, 19-В, 20, 20-А, 21, 21-А, 21-Б, 22, 23, 24, 24-А, 24-Б, 25, 26, 26-А, 27, 28, 28-А, 29, 30, 31, 32, 33, 34, 35, 35-А, 36, 37, 38, 38-А, 40, 41, 42, 44, 46, 48, 50, 52, 54, 56, 58, 6, 60, 62, 64, 66, 9), Суворова ( 1, 2, 3, 4, 5, 6, 7), Я. Мудрого( 1, 10, 12, 14, 16, 18, 2, 20, 22, 24, 26, 28, 30, 32, 34, 36, 38, 4, 5, 6, 8), Садова (1,2,6), Героїв УПА ( 12, 17-А, 19, 19-А), Енергетична ( 7, 8, 9)	[186, 190, 1545, 230]
address-list-cell: с. Галичани, с. Лобачівка, с. Н. Зборишів	[186, 1077, 1545, 1092]
schedule-row	[72, 1061, 1545, 1077]
schedule-row	[72, 1237, 1545, 1253]
group-cell	[72, 1237, 110, 1487]
schedule-row	[72, 793, 1545, 846]
address-list-cell: Зелена, Смолява	[186, 1120, 1545, 1135]
schedule-row	[72, 988, 1545, 1003]
time-slot-cell: 04:00-08:00	[110, 657, 186, 1237]
address-list-cell: с. Верхостав, Лемешів, Козятин, Марковичі (вул. Городня (1),Луцька (22, 24, 28, 30, 31, 32, 33, 34, 35, 36, 37, 38, 39, 4, 40, 42, 43, 44, 45, 46, 47, 48, 48-А, 49, 50, 50-А, 51, 52, 53, 54, 54-А, 55, 55-А, 56, 57, 61, 63, 63-А, 65, 67, 67-А, 69, 69-А, 71),Молодіжна ( 1, 11, 2, 3, 4, 5, 6, 7, 9), Підгірна ( 11, 13, 15, 17, 19, 7, 9), Польова ( 1, 10, 12, 14, 16, 18, 2, 3) Рачин (вул. Чеська),Шкільна ( 11, 16, 4, 6, 9), Ювілейна ( 1, 10, 11, 4-А, 12, 2, 3, 4, 5, 6, 7, 8, 9)), с. Мирків (вул. Верхоставська( 1, 10, 11, 13, 17, 19, 2, 23, 25, 3, 5, 7, 8, 9), Лемешівська (2), Лісова (1, 11, 3, 4, 5, 6, 7, 8, 9),Молодіжна(1, 11, 11-А, 12, 13, 14, 16, 2, 3, 4, 5, 62, 7, 8, 9), Набережна ( 1, 11, 12, 13, 15, 17, 3, 4, 5, 6, 7, 8), Хорольського ( 10, 12, 13, 16, 17, 18, 19, 20, 22, 24, 26, 28, 30, 32, 34, 36, 38, 40, 42), Центральна (21), Шпагіна( 24, 28, 30, 32, 34, 36, 37, 38, 39, 40, 40-А, 41, 43, 44, 45, 47, 49, 51)).	[186, 150, 1545, 190]
schedule-table	[71, 91, 1545, 1488]
time-slot-cell	[110, 1237, 186, 1487]
schedule-row	[72, 874, 1545, 889]
address-list-cell: м. Берестечко, с. Піски	[186, 988, 1545, 1003]
schedule-row	[72, 972, 1545, 988]
schedule-row	[72, 673, 1545, 713]
schedule-row	[72, 1406, 1545, 1446]
schedule-row	[72, 1046, 1545, 1061]
schedule-row	[72, 1252, 1545, 1267]
address-list-cell: смт. Мар'янівка (вул. Б. Хмельницького ( 1, 11, 12, 13, 14, 15, 17, 2, 3, 4, 5, 6, 7, 8, 9),Гагаріна ( 1, 10, 11, 12, 14, 16, 2, 3, 4, 5, 6, 7, 8, 9), Галана ( 1, 10, 11, 13, 15, 17, 19, 2, 3, 4, 5, 6, 7, 8, 9), Гоголя( 1, 10, 11, 12, 13, 14, 15, 2, 3, 4, 5, 6, 7, 8, 9), Грушевського ( 2, 3, 4, 5, 6), Заводська( 1, 10, 11, 12, 13, 14, 15, 16, 3, 4, 5, 6, 7, 8, 9), І. Франка( 1, 10, 11, 12, 13, 14, 15, 16, 17, 18, 19, 2, 20, 21, 23, 3, 4, 5, 6, 7, 8, 9), Лугова (1, 10, 11, 12, 13, 14, 16, 18, 2, 20, 22, 24, 26, 28, 3, 30, 32, 34, 36, 38, 4, 5, 6, 7, 8, 9), Незалежності(17, 20, 21, 22, 23, 24, 25, 26-А, 27, 29, 31, 32, 33, 33-А, 35, 39, 41, 43, 45, 47, 49, 51, 53, 55), Озерна ( 1, 10, 11, 12, 13, 14, 15, 16, 16-А, 17, 18, 19, 2, 3, 4, 5, 6, 7, 8, 9), Піонерська ( 1, 2, 2-А, 3, 5), Соборна(14, 16, 18, 19, 19-А, 19-Б, 20, 21, 21-А, 22, 23, 24, 25, 26, 27, 29, 31, 33, 35, 37, 39, 41, 43, 45),Трудова( 2, 4, 5, 6, 8), Ювілейна( 1, 10, 11, 12, 14, 15, 17, 2, 21, 3, 4, 5, 6, 7, 8, 9), с. Борисковичі, с. Довгів (вул. Берегова,Букасівська, Зариванська,Зарічна, Молодіжна, Польова, Прибережна),с. Брани.	[186, 286, 1545, 326]
address-list-cell: с. Лобачівка, с. Хмельницьке	[186, 1061, 1545, 1077]
schedule-row	[72, 1376, 1545, 1391]
address-list-cell: м. Берестечко (вул. Грушевського, Л. Українки, Незалежності,Першотравнева, Пронського) с. Гектари, с.Антонівка, с. Піски (вул. Бродська (100, 102, 1-А, 2-А, 52, 55, 56, 57, 59, 60, 61, 62, 64, 65, 67, 68, 69, 71, 72, 73, 74, 75, 76, 77, 78, 79, 80, 81, 83, 84, 85, 86, 88, 93, 95, 97, 98),Козацька(100, 101, 104, 105, 106, 107, 108, 109, 110, 111, 112, 113, 114, 115, 116, 118, 119, 120, 122, 123, 124, 125, 126, 128, 130, 134, 136, 138, 140, 142, 144, 77, 79, 81, 83, 85, 87, 91, 93, 96, 97, 98), Польна( 50, 52, 54, 56, 61), с. Кутрів.(вул. Л. Українки( 100, 1-А, 26, 27, 28, 29, 30, 31, 32, 33, 34, 35, 36, 37, 38, 39, 40), Молодіжна( 1, 1-А, 2-А)).	[186, 929, 1545, 957]
schedule-row	[72, 500, 1545, 515]
group-cell	[72, 92, 110, 657]
